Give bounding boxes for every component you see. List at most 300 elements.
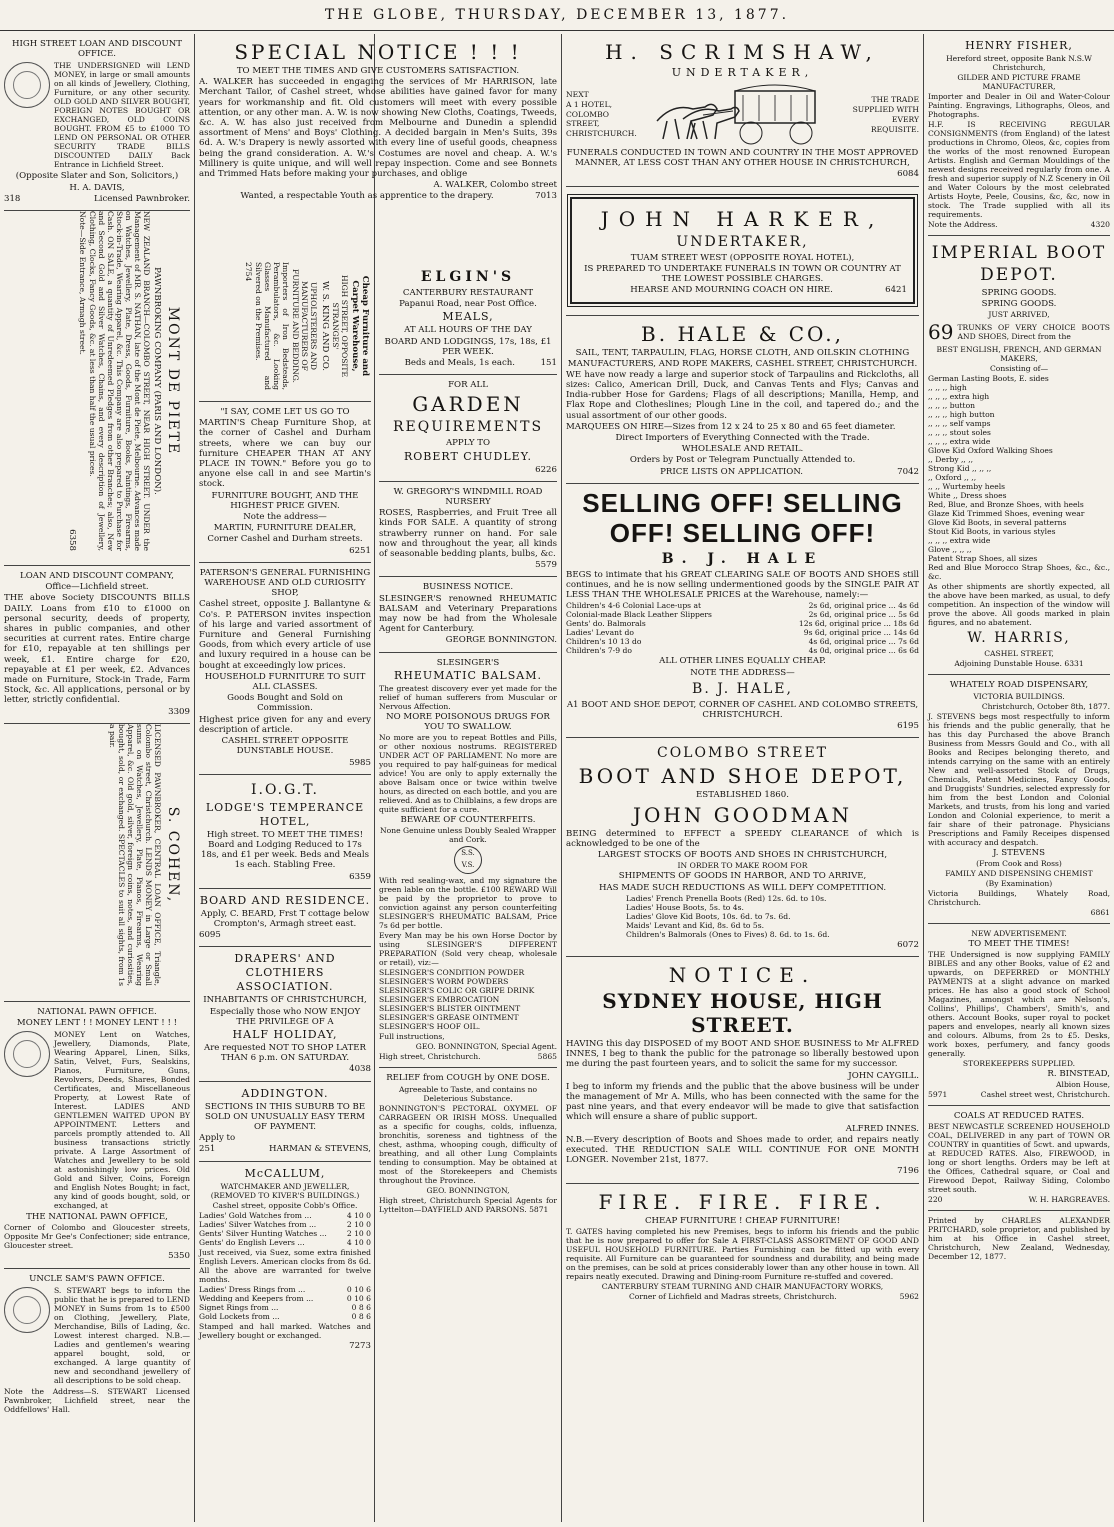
- ad-title: BOOT AND SHOE DEPOT,: [578, 764, 907, 789]
- ad-harker: [566, 187, 919, 317]
- list-item: A 1 HOTEL,: [566, 100, 613, 109]
- ad-wholesale: WHOLESALE AND RETAIL.: [681, 444, 804, 455]
- ad-body-3: None Genuine unless Doubly Sealed Wrapper and Cork.: [380, 826, 556, 845]
- item-label: Gents' do English Levers ...: [199, 1237, 305, 1247]
- ad-subtitle: MONEY LENT ! ! MONEY LENT ! ! !: [16, 1018, 178, 1029]
- list-item: [566, 637, 919, 646]
- ad-title: ADDINGTON.: [241, 1086, 329, 1100]
- list-item: ,, ,, ,, stout soles: [928, 428, 991, 438]
- ad-title: SPECIAL NOTICE ! ! !: [234, 40, 522, 64]
- item-price: 0 8 6: [351, 1302, 371, 1312]
- ad-number: 3309: [168, 706, 190, 717]
- left-address: [566, 89, 637, 139]
- ad-body-5: Every Man may be his own Horse Doctor by using SLESINGER'S DIFFERENT PREPARATION (Sold very cheap, wholesale or retail), viz:—: [379, 931, 557, 968]
- ad-spring-2: SPRING GOODS.: [981, 299, 1057, 310]
- ad-body: BEGS to intimate that his GREAT CLEARING SALE OF BOOTS AND SHOES still continues, and he is now selling undermentioned goods by the SINGLE PAIR AT LESS THAN THE WHOLESALE PRICES at the Warehouse, namely:—: [566, 569, 919, 601]
- ad-address: Albion House,: [1056, 1080, 1110, 1090]
- ad-pre: NEW ADVERTISEMENT.: [971, 928, 1067, 938]
- ad-number: 6251: [349, 545, 371, 556]
- item-price: 0 10 6: [346, 1284, 371, 1294]
- ad-name: H. A. DAVIS,: [69, 182, 125, 193]
- ad-pre: FOR ALL: [448, 380, 488, 391]
- item-label: Wedding and Keepers from ...: [199, 1293, 314, 1303]
- list-item: SLESINGER'S WORM POWDERS: [379, 977, 509, 987]
- ad-number: 151: [540, 358, 557, 369]
- item-price: 0 10 6: [346, 1293, 371, 1303]
- list-item: EVERY: [891, 114, 919, 124]
- ad-number: 7196: [897, 1166, 919, 1177]
- ad-title: PATERSON'S GENERAL FURNISHING WAREHOUSE AND OLD CURIOSITY SHOP,: [199, 567, 371, 599]
- list-item: [199, 1285, 371, 1294]
- ad-address: Victoria Buildings, Whately Road, Christchurch.: [928, 888, 1110, 907]
- ad-elgins: [379, 262, 557, 375]
- list-item: Glaze Kid Trimmed Shoes, evening wear: [928, 509, 1085, 519]
- list-item: Stout Kid Boots, in various styles: [928, 527, 1056, 537]
- ad-body: Cashel street, opposite J. Ballantyne & Co's. P. PATERSON invites inspection of his large and varied assortment of Furniture and General Furnishing Goods, from which every article of use and luxury required in a house can be bought at exceedingly low prices.: [199, 599, 371, 671]
- product-list: [379, 968, 557, 1031]
- ad-marquees: MARQUEES ON HIRE—Sizes from 12 x 24 to 25 x 80 and 65 feet diameter.: [566, 421, 896, 432]
- ad-title: BOARD AND RESIDENCE.: [199, 893, 371, 907]
- ad-name: W. H. HARGREAVES.: [1028, 1195, 1110, 1205]
- column-4: [562, 34, 923, 1522]
- ad-number: 220: [928, 1195, 943, 1205]
- item-label: Gold Lockets from ...: [199, 1311, 280, 1321]
- item-label: Ladies' Dress Rings from ...: [199, 1284, 306, 1294]
- ad-title: NATIONAL PAWN OFFICE.: [37, 1006, 157, 1017]
- list-item: ,, Derby ,, ,,: [928, 455, 974, 465]
- item-label: Gents' do. Balmorals: [566, 619, 646, 629]
- list-item: [199, 1220, 371, 1229]
- ad-address: High street, Christchurch Special Agents for Lyttelton—DAYFIELD AND PARSONS.: [379, 1195, 557, 1214]
- list-item: [199, 1312, 371, 1321]
- item-price: 4s 0d, original price ... 6s 6d: [808, 646, 919, 656]
- ad-title: UNCLE SAM'S PAWN OFFICE.: [29, 1273, 165, 1284]
- ad-mccallum: [199, 1162, 371, 1357]
- list-item: Patent Strap Shoes, all sizes: [928, 554, 1038, 564]
- ad-board: BOARD AND LODGINGS, 17s, 18s, £1 PER WEEK.: [384, 336, 552, 357]
- ad-address: CASHEL STREET OPPOSITE DUNSTABLE HOUSE.: [221, 736, 349, 757]
- ad-note: Note the address—: [243, 512, 327, 523]
- item-price: 2 10 0: [346, 1219, 371, 1229]
- column-2-wide: [195, 34, 561, 294]
- item-price: 2 10 0: [346, 1228, 371, 1238]
- ad-title: I.O.G.T.: [251, 781, 319, 798]
- list-item: SLESINGER'S HOOF OIL.: [379, 1022, 481, 1032]
- ad-number: 2754: [244, 262, 254, 282]
- ad-name: THE NATIONAL PAWN OFFICE,: [26, 1212, 168, 1223]
- ad-wanted: Wanted, a respectable Youth as apprentice to the drapery.: [240, 191, 494, 202]
- list-item: CHRISTCHURCH.: [566, 129, 637, 138]
- ad-title: BUSINESS NOTICE.: [422, 582, 514, 593]
- ad-high-street-loan: [4, 34, 190, 211]
- ad-note: Note—Side Entrance, Armagh street.: [77, 211, 87, 355]
- ad-body: Just received, via Suez, some extra finished English Levers. American clocks from 8s 6d. All the above are warranted for twelve months.: [199, 1247, 371, 1284]
- ad-address: Note the Address—S. STEWART Licensed Pawnbroker, Lichfield street, near the Oddfellows' Hall.: [4, 1386, 190, 1414]
- item-price: 4 10 0: [346, 1237, 371, 1247]
- ad-heading: GILDER AND PICTURE FRAME MANUFACTURER,: [957, 73, 1081, 91]
- ad-office: Office—Lichfield street.: [45, 582, 149, 593]
- ad-address-2: Adjoining Dunstable House.: [954, 659, 1062, 669]
- item-price: 0 8 6: [351, 1311, 371, 1321]
- ad-address: Corner Cashel and Durham streets.: [207, 534, 363, 545]
- ad-name-2: B. J. HALE,: [692, 680, 793, 697]
- ad-half-holiday: HALF HOLIDAY,: [232, 1027, 338, 1041]
- list-item: ,, ,, ,, button: [928, 401, 976, 411]
- ad-subtitle: UNDERTAKER,: [676, 233, 809, 250]
- ad-body-2: BONNINGTON'S PECTORAL OXYMEL OF CARRAGEEN OR IRISH MOSS. Unequalled as a specific for coughs, colds, influenza, bronchitis, soreness and tightness of the chest, asthma, whooping cough, difficulty of breathing, and all other Lung Complaints tending to consumption. May be obtained at most of the Storekeepers and Chemists throughout the Province.: [379, 1103, 557, 1185]
- ad-subtitle: WATCHMAKER AND JEWELLER, (REMOVED TO KIVER'S BUILDINGS.): [210, 1181, 360, 1200]
- ad-subtitle: SAIL, TENT, TARPAULIN, FLAG, HORSE CLOTH, AND OILSKIN CLOTHING MANUFACTURERS, AND ROPE MAKERS, CASHEL STREET, CHRISTCHURCH.: [567, 348, 918, 369]
- ad-ship: SHIPMENTS OF GOODS IN HARBOR, AND TO ARRIVE,: [618, 871, 867, 882]
- ad-name: ROBERT CHUDLEY.: [403, 449, 533, 463]
- list-item: [199, 1294, 371, 1303]
- ad-subtitle: CANTERBURY RESTAURANT: [402, 288, 534, 298]
- ad-number: 6358: [66, 529, 77, 552]
- ad-body: Importer and Dealer in Oil and Water-Colour Painting. Engravings, Lithographs, Oleos, and Photographs.: [928, 92, 1110, 119]
- ad-title: IMPERIAL BOOT DEPOT.: [931, 243, 1107, 285]
- ad-body: T. GATES having completed his new Premises, begs to inform his friends and the public that he is now prepared to offer for Sale A FIRST-CLASS ASSORTMENT OF GOOD AND USEFUL HOUSEHOLD FURNITURE. Parties Furnishing can be fitted up with every requisite. All Furniture can be guaranteed for soundness and durability, and being made on the premises, can be sold at prices considerably lower than any other house in town. All repairs neatly executed. Drawing and Dining-room Furniture re-stuffed and covered.: [566, 1226, 919, 1281]
- ad-body: THE UNDERSIGNED will LEND MONEY, in large or small amounts on all kinds of Jewellery, Clothing, Furniture, or any other security. OLD GOLD AND SILVER BOUGHT, FOREIGN NOTES BOUGHT OR EXCHANGED, OLD COINS BOUGHT. FROM £5 to £1000 TO LEND ON PERSONAL OR OTHER SECURITY TRADE BILLS DISCOUNTED DAILY Back Entrance in Lichfield Street.: [54, 61, 190, 170]
- ad-title: LOAN AND DISCOUNT COMPANY,: [19, 571, 174, 582]
- ad-body: Especially those who NOW ENJOY THE PRIVILEGE OF A: [209, 1006, 361, 1027]
- list-item: COLOMBO STREET,: [566, 110, 610, 128]
- ad-title: S. COHEN,: [165, 806, 181, 904]
- ad-hours: AT ALL HOURS OF THE DAY: [404, 325, 532, 336]
- ad-body: S. STEWART begs to inform the public that he is prepared to LEND MONEY in Sums from 1s to £500 on Clothing, Jewellery, Plate, Merchandise, Bills of Lading, &c. Lowest interest charged. N.B.—Ladies and gentlemen's wearing apparel bought, sold, or exchanged. A large quantity of new and secondhand jewellery of all descriptions to be sold cheap.: [54, 1285, 190, 1385]
- ad-mont-de-piete: [4, 211, 190, 566]
- ad-other: ALL OTHER LINES EQUALLY CHEAP.: [659, 656, 826, 667]
- ad-body: BEST NEWCASTLE SCREENED HOUSEHOLD COAL, DELIVERED in any part of TOWN OR COUNTRY in quantities of 5cwt. and upwards, at REDUCED RATES. Also, FIREWOOD, in long or short lengths. Orders may be left at the Offices, Cathedral square, or Coal and Firewood Depot, Railway Siding, Colombo street south.: [928, 1122, 1110, 1195]
- ad-address: Cashel street, opposite Cobb's Office.: [212, 1200, 358, 1210]
- ad-from: (From Cook and Ross): [976, 858, 1062, 868]
- ad-whately: [928, 675, 1110, 923]
- ad-title: W. GREGORY'S WINDMILL ROAD NURSERY: [393, 486, 543, 508]
- list-item: ,, ,, Wurtemby heels: [928, 482, 1006, 492]
- ad-pre: COLOMBO STREET: [656, 745, 829, 762]
- ad-title: DRAPERS' AND CLOTHIERS ASSOCIATION.: [234, 952, 336, 994]
- ad-orders: Orders by Post or Telegram Punctually Attended to.: [629, 455, 856, 466]
- pawn-balls-emblem: [4, 62, 50, 108]
- item-price: 9s 6d, original price ... 14s 6d: [803, 628, 919, 638]
- list-item: NEXT: [566, 90, 589, 99]
- ad-address: Corner of Lichfield and Madras streets, Christchurch.: [628, 1291, 837, 1301]
- list-item: ,, ,, ,, high button: [928, 410, 995, 420]
- ad-number: 6072: [897, 939, 919, 950]
- ad-body: WE have now ready a large and superior stock of Tarpaulins and Rickcloths, all sizes: Calico, American Drill, Duck, and Canvas Tents and Flys; Canvas and India-rubber Hose for Gardens; Flags of all descriptions; Manilla, Hemp, and Flax Rope and Clotheslines; Plough Line in the coil, and tapered do.; and the usual assortment of our other goods.: [566, 369, 919, 421]
- ad-name: W. S. KING AND CO.: [319, 281, 330, 371]
- ad-name: J. STEVENS: [992, 847, 1046, 858]
- item-label: Children's 10 13 do: [566, 637, 642, 647]
- ad-name: R. BINSTEAD,: [1047, 1069, 1110, 1080]
- ad-business-notice: [379, 577, 557, 652]
- ad-national-pawn: [4, 1002, 190, 1269]
- ad-apply: Apply to: [199, 1133, 236, 1144]
- list-item: Ladies' House Boots, 5s. to 4s.: [626, 902, 744, 912]
- ad-arrived: JUST ARRIVED,: [988, 310, 1050, 320]
- ad-number: 6331: [1064, 659, 1084, 669]
- ad-title: MONT DE PIETE: [165, 306, 181, 456]
- ad-title: Cheap Furniture and Carpet Warehouse,: [349, 275, 370, 377]
- ad-body-4: With red sealing-wax, and my signature the green lable on the bottle. £100 REWARD Will be paid by the proprietor to prove to conviction against any person counterfeiting SLESINGER'S RHEUMATIC BALSAM, Price 7s 6d per bottle.: [379, 876, 557, 931]
- ad-tail: Are requested NOT TO SHOP LATER THAN 6 p.m. ON SATURDAY.: [203, 1042, 367, 1064]
- ad-consisting: Consisting of—: [989, 364, 1049, 374]
- ad-pre: NOTICE.: [668, 962, 817, 987]
- ad-iogt: [199, 775, 371, 889]
- ad-price: PRICE LISTS ON APPLICATION.: [660, 466, 804, 477]
- ad-body: NEW ZEALAND BRANCH—COLOMBO STREET, NEAR HIGH STREET. UNDER the Management of MR. S. NATHAN, late of the Mont de Piete, Melbourne. Advances made on Watches, Jewellery, Plate, Dress, Goods, Furniture, Books, Paintings, Firearms, Stock-in-Trade, Wearing Apparel, &c. This Company are also prepared to Purchase for Cash. ON SALE, a quantity of Unredeemed Pledges from other Branches; also, New and Second Gold and Silver Watches, Chains, and every description of Jewellery, Clothing, Clocks, Fancy Goods, &c. at less than half the usual prices.: [87, 211, 151, 552]
- ad-body: Apply, C. BEARD, Frst T cottage below Crompton's, Armagh street east.: [200, 908, 370, 929]
- ad-highest: Highest price given for any and every description of article.: [199, 714, 371, 735]
- ad-title: ELGIN'S: [420, 269, 516, 285]
- ad-gregory: [379, 482, 557, 578]
- ad-body: SLESINGER'S renowned RHEUMATIC BALSAM and Veterinary Preparations may now be had from the Wholesale Agent for Canterbury.: [379, 593, 557, 635]
- ad-count: 69: [928, 320, 954, 345]
- ad-title: B. HALE & CO.,: [641, 322, 844, 347]
- ad-selling-off: [566, 484, 919, 739]
- ad-binstead: [928, 924, 1110, 1106]
- price-list: [199, 1285, 371, 1321]
- ad-body: IS PREPARED TO UNDERTAKE FUNERALS IN TOWN OR COUNTRY AT THE LOWEST POSSIBLE CHARGES.: [584, 263, 901, 285]
- seal-text: S.S. V.S.: [461, 849, 475, 870]
- ad-title: H. SCRIMSHAW,: [605, 40, 880, 64]
- seal-emblem: [454, 846, 482, 874]
- ad-address: High street, Christchurch.: [379, 1052, 481, 1062]
- list-item: Glove Kid Boots, in several patterns: [928, 518, 1067, 528]
- list-item: [566, 601, 919, 610]
- ad-number: 6861: [1090, 907, 1110, 917]
- ad-sydney-house: [566, 957, 919, 1184]
- list-item: ,, ,, ,, extra high: [928, 392, 990, 402]
- ad-paterson: [199, 563, 371, 775]
- ad-board: [199, 889, 371, 948]
- ad-order: IN ORDER TO MAKE ROOM FOR: [677, 861, 808, 871]
- ad-tag: Licensed Pawnbroker.: [94, 193, 190, 204]
- list-item: REQUISITE.: [870, 124, 919, 134]
- item-label: Children's 4-6 Colonial Lace-ups at: [566, 601, 702, 611]
- ad-garden: [379, 375, 557, 482]
- ad-imperial: [928, 236, 1110, 675]
- ad-body: THE Undersigned is now supplying FAMILY BIBLES and any other Books, value of £2 and upwards, on DEFERRED or MONTHLY PAYMENTS at a slight advance on marked prices. He has also a good stock of School Magazines, amongst which are Nelson's, Collins', Phillips', Chambers', Smith's, and others. Account Books, super royal to pocket papers and envelopes, nearly all known sizes and colours. Albums, from 2s to £5. Desks, work boxes, perfumery, and fancy goods generally.: [928, 950, 1110, 1059]
- item-price: 12s 6d, original price ... 18s 6d: [798, 619, 919, 629]
- ad-number: 4038: [349, 1064, 371, 1075]
- ad-number: 6195: [897, 721, 919, 732]
- ad-tail: Stamped and hall marked. Watches and Jewellery bought or exchanged.: [199, 1321, 371, 1340]
- list-item: SLESINGER'S BLISTER OINTMENT: [379, 1004, 521, 1014]
- ad-family: FAMILY AND DISPENSING CHEMIST: [945, 868, 1093, 878]
- ad-bought: FURNITURE BOUGHT, AND THE HIGHEST PRICE GIVEN.: [211, 490, 359, 511]
- ad-address: Corner of Colombo and Gloucester streets, Opposite Mr Gee's Confectioner; side entrance, Gloucester street.: [4, 1223, 190, 1251]
- item-label: Gents' Silver Hunting Watches ...: [199, 1228, 327, 1238]
- ad-body: SECTIONS IN THIS SUBURB TO BE SOLD ON UNUSUALLY EASY TERM OF PAYMENT.: [204, 1101, 366, 1132]
- column-1: [0, 34, 194, 1522]
- ad-goodman: [566, 738, 919, 956]
- column-3: [375, 262, 561, 1522]
- ad-body: As other shipments are shortly expected, all the above have been marked, as usual, to defy competition. An inspection of the window will prove the above. All goods marked in plain figures, and no abatement.: [928, 582, 1110, 628]
- ad-body-2: No more are you to repeat Bottles and Pills, or other noxious nostrums. REGISTERED UNDER ACT OF PARLIAMENT. No more are you required to pay half-guineas for medical advice! You are only to apply externally the above Balsam once or twice within twelve hours, as directed on each bottle, and you are relieved. And as to Chilblains, a few drops are quite sufficient for a cure.: [379, 733, 557, 815]
- list-item: Maids' Levant and Kid, 8s. 6d to 5s.: [626, 920, 765, 930]
- list-item: SLESINGER'S EMBROCATION: [379, 995, 500, 1005]
- ad-hale-co: [566, 316, 919, 483]
- list-item: Children's Balmorals (Ones to Fives) 8. 6d. to 1s. 6d.: [626, 929, 830, 939]
- ad-hf: H.F. IS RECEIVING REGULAR CONSIGNMENTS (from England) of the latest productions in Chromo, Oleos, &c, copies from the works of the most renowned European Artists. English and German Mouldings of the newest designs received regularly from one. A fresh and superior supply of N.Z Scenery in Oil and Water Colours by the most celebrated Artists Hoyte, Peele, Cousins, &c, &c, now in stock. The Trade supplied with all its requirements.: [928, 120, 1110, 219]
- list-item: Glove ,, ,, ,,: [928, 545, 972, 555]
- ad-name-2: ALFRED INNES.: [845, 1123, 919, 1134]
- hearse-illustration: [643, 81, 843, 147]
- ad-king: [199, 262, 371, 402]
- ad-name: CANTERBURY STEAM TURNING AND CHAIR MANUFACTORY WORKS,: [601, 1281, 884, 1291]
- ad-addington: [199, 1082, 371, 1162]
- ad-made: HAS MADE SUCH REDUCTIONS AS WILL DEFY COMPETITION.: [598, 882, 887, 893]
- item-price: 2s 6d, original price ... 4s 6d: [808, 601, 919, 611]
- item-price: 2s 6d, original price ... 5s 6d: [808, 610, 919, 620]
- ad-subtitle: INHABITANTS OF CHRISTCHURCH,: [203, 995, 367, 1006]
- ad-body: The greatest discovery ever yet made for the relief of human sufferers from Muscular or Nervous Affection.: [379, 683, 557, 711]
- column-2: [195, 262, 375, 1522]
- pawn-balls-emblem: [4, 1287, 50, 1333]
- ad-title: COALS AT REDUCED RATES.: [953, 1111, 1085, 1122]
- ad-number: 5579: [535, 560, 557, 571]
- ad-heading: NO MORE POISONOUS DRUGS FOR YOU TO SWALLOW.: [386, 711, 550, 733]
- ad-title: RELIEF from COUGH by ONE DOSE.: [386, 1073, 550, 1084]
- ad-heading: HOUSEHOLD FURNITURE TO SUIT ALL CLASSES.: [204, 671, 366, 693]
- ad-trunks: TRUNKS OF VERY CHOICE BOOTS AND SHOES, Direct from the: [957, 323, 1110, 342]
- price-list: [566, 601, 919, 655]
- ad-body-2: I beg to inform my friends and the public that the above business will be under the management of Mr A. Mills, who has been connected with the same for the past nine years, and that every endeavor will be made to give that satisfaction which will ensure a share of public support.: [566, 1081, 919, 1123]
- ad-address: (Opposite Slater and Son, Solicitors,): [15, 171, 179, 182]
- product-list: [928, 374, 1110, 581]
- ad-spring-1: SPRING GOODS.: [981, 288, 1057, 298]
- ad-subtitle: TO MEET THE TIMES AND GIVE CUSTOMERS SATISFACTION.: [236, 66, 520, 76]
- ad-name: GEO. BONNINGTON,: [426, 1185, 510, 1195]
- ad-address: TUAM STREET WEST (OPPOSITE ROYAL HOTEL),: [630, 252, 855, 263]
- ad-exam: (By Examination): [985, 878, 1053, 888]
- ad-name: JOHN CAYGILL.: [848, 1070, 919, 1081]
- ad-title: GARDEN: [412, 392, 524, 417]
- ad-largest: LARGEST STOCKS OF BOOTS AND SHOES IN CHRISTCHURCH,: [597, 850, 888, 861]
- list-item: [566, 646, 919, 655]
- list-item: SUPPLIED WITH: [852, 104, 919, 114]
- printer-imprint: [928, 1211, 1110, 1267]
- ad-loan-discount: [4, 566, 190, 724]
- list-item: [199, 1229, 371, 1238]
- ad-fisher: [928, 34, 1110, 236]
- list-item: White ,, Dress shoes: [928, 491, 1007, 501]
- ad-established: ESTABLISHED 1860.: [696, 790, 789, 801]
- ad-title: FIRE. FIRE. FIRE.: [598, 1189, 887, 1214]
- ad-name: W. HARRIS,: [967, 630, 1071, 647]
- list-item: [199, 1211, 371, 1220]
- list-item: THE TRADE: [871, 94, 919, 104]
- ad-note: NOTE THE ADDRESS—: [690, 667, 795, 678]
- ad-nb: N.B.—Every description of Boots and Shoes made to order, and repairs neatly executed. THE REDUCTION SALE WILL CONTINUE FOR ONE MONTH LONGER. November 21st, 1877.: [566, 1134, 919, 1166]
- ad-store: STOREKEEPERS SUPPLIED.: [962, 1059, 1076, 1069]
- list-item: SLESINGER'S GREASE OINTMENT: [379, 1013, 519, 1023]
- ad-fire: [566, 1184, 919, 1307]
- item-price: 4 10 0: [346, 1210, 371, 1220]
- list-item: ,, ,, ,, extra wide: [928, 536, 991, 546]
- ad-number: 7013: [535, 191, 557, 202]
- list-item: ,, ,, ,, self vamps: [928, 419, 991, 429]
- ad-direct: Direct Importers of Everything Connected with the Trade.: [615, 433, 870, 444]
- ad-subtitle: CHEAP FURNITURE ! CHEAP FURNITURE!: [644, 1215, 841, 1226]
- ad-body: A. WALKER has succeeded in engaging the services of Mr HARRISON, late Merchant Tailor, of Cashel street, whose abilities have gained favor for many years for workmanship and fit. Old customers will meet with every possible attention, or any other man. A. W. is now showing New Cloths, Coatings, Tweeds, &c. A. W. has also just received from Melbourne and Dunedin a splendid assortment of Mens' and Boys' Clothing. A decided bargain in Men's Suits, 39s 6d. A. W.'s Drapery is newly assorted with every line of useful goods, cheapness being the grand consideration. A. W.'s Costumes are novel and cheap. A. W.'s Millinery is quite unique, and will well repay inspection. Come and see Bonnets and Trimmed Hats before making your purchases, and oblige: [199, 77, 557, 180]
- ad-cohen: [4, 724, 190, 1002]
- ad-number: 5962: [899, 1291, 919, 1301]
- ad-goods: Goods Bought and Sold on Commission.: [227, 693, 343, 714]
- ad-body: LICENSED PAWNBROKER, CENTRAL LOAN OFFICE, Triangle, Colombo street, Christchurch. LENDS MONEY in Large or Small sums on Watches, Jewellery, Plate, Pianos, Firearms, Wearing Apparel, &c. Old gold, silver, foreign coins, notes, and curiosities, bought, sold, or exchanged. SPECTACLES to suit all sights, from 1s a pair.: [108, 723, 162, 986]
- ad-body: BEING determined to EFFECT a SPEEDY CLEARANCE of which is acknowledged to be one of the: [566, 828, 919, 849]
- list-item: [566, 619, 919, 628]
- ad-name: MARTIN, FURNITURE DEALER,: [213, 523, 357, 534]
- ad-number: 7042: [897, 466, 919, 477]
- ad-subtitle: UNDERTAKER,: [671, 66, 814, 79]
- list-item: ,, ,, ,, high: [928, 383, 967, 393]
- ad-apply: APPLY TO: [445, 438, 491, 449]
- ad-number: 7273: [349, 1340, 371, 1351]
- ad-beware: BEWARE OF COUNTERFEITS.: [400, 815, 536, 826]
- item-label: Ladies' Gold Watches from ...: [199, 1210, 312, 1220]
- list-item: [199, 1303, 371, 1312]
- ad-number: 6226: [535, 464, 557, 475]
- item-label: Children's 7-9 do: [566, 646, 632, 656]
- ad-uncle-sam: [4, 1269, 190, 1420]
- ad-name: B. J. HALE: [661, 550, 824, 567]
- ad-martin: [199, 402, 371, 563]
- ad-full: Full instructions,: [379, 1032, 445, 1042]
- ad-scrimshaw: [566, 34, 919, 187]
- ad-importers: Importers of Iron Bedsteads, Perambulators, &c. Looking Glasses Manufactured and Silvered on the Premises.: [254, 262, 291, 390]
- ad-name: A. WALKER, Colombo street: [433, 180, 557, 191]
- list-item: Ladies' French Prenella Boots (Red) 12s. 6d. to 10s.: [626, 893, 827, 903]
- ad-number: 4320: [1090, 220, 1110, 229]
- ad-body: MONEY Lent on Watches, Jewellery, Diamonds, Plate, Wearing Apparel, Linen, Silks, Satin, Velvet, Furs, Sealskins, Pianos, Furniture, Guns, Revolvers, Deeds, Shares, Bonded Certificates, and Miscellaneous Property, at Lowest Rate of Interest. LADIES AND GENTLEMEN WAITED UPON BY APPOINTMENT. Letters and parcels promptly attended to. All business transactions strictly private. A Large Assortment of Watches and Jewellery to be sold at astonishingly low prices. Old Gold and Silver, Coins, Foreign and English Notes Bought; in fact, any kind of goods bought, sold, or exchanged, at: [54, 1030, 190, 1211]
- ad-number: 5865: [537, 1052, 557, 1062]
- list-item: [566, 628, 919, 637]
- ad-number: 318: [4, 193, 21, 204]
- ad-slesinger: [379, 653, 557, 1069]
- list-item: SLESINGER'S COLIC OR GRIPE DRINK: [379, 986, 535, 996]
- ad-title: RHEUMATIC BALSAM.: [394, 668, 542, 682]
- ad-meals: MEALS,: [442, 310, 494, 324]
- ad-subtitle: PAWNBROKING COMPANY (PARIS AND LONDON).: [152, 267, 162, 495]
- ad-title: SYDNEY HOUSE, HIGH STREET.: [602, 988, 883, 1037]
- list-item: Ladies' Glove Kid Boots, 10s. 6d. to 7s. 6d.: [626, 911, 791, 921]
- list-item: ,, Oxford ,, ,,: [928, 473, 977, 483]
- ad-number: 6359: [349, 871, 371, 882]
- ad-note: Note the Address.: [928, 220, 998, 229]
- ad-address-2: Cashel street west, Christchurch.: [980, 1090, 1110, 1100]
- list-item: German Lasting Boots, E. sides: [928, 374, 1049, 384]
- ad-name: GEO. BONNINGTON, Special Agent.: [415, 1042, 557, 1052]
- price-list: [566, 894, 919, 939]
- ad-number: 5985: [349, 757, 371, 768]
- ad-subtitle: LODGE'S TEMPERANCE HOTEL,: [205, 800, 365, 828]
- ad-name: HARMAN & STEVENS,: [268, 1144, 371, 1155]
- ad-subtitle: REQUIREMENTS: [392, 419, 544, 436]
- ad-cough: [379, 1068, 557, 1219]
- ad-body: ROSES, Raspberries, and Fruit Tree all kinds FOR SALE. A quantity of strong strawberry runner on hand. For sale now and throughout the year, all kinds of seasonable bedding plants, bulbs, &c.: [379, 508, 557, 560]
- ad-title: SELLING OFF! SELLING OFF! SELLING OFF!: [582, 487, 903, 548]
- ad-number: 5350: [168, 1251, 190, 1262]
- ad-body: THE above Society DISCOUNTS BILLS DAILY. Loans from £10 to £1000 on personal security, deeds of property, shares in public companies, and other securities at current rates. Entire charge for £10, repayable at ten shillings per week, £1. Entire charge for £20, repayable at £1 per week, £2. Advances made on Furniture, Stock-in Trade, Farm Stock, &c. All applications, personal or by letter, strictly confidential.: [4, 593, 190, 706]
- item-price: 4s 6d, original price ... 7s 6d: [808, 637, 919, 647]
- ad-number: 6084: [897, 169, 919, 180]
- price-list: [199, 1211, 371, 1247]
- ad-body: High street. TO MEET THE TIMES! Board and Lodging Reduced to 17s 18s, and £1 per week. Beds and Meals 1s each. Stabling Free.: [200, 829, 370, 871]
- ad-number: 6421: [885, 285, 907, 296]
- ad-body: HAVING this day DISPOSED of my BOOT AND SHOE BUSINESS to Mr ALFRED INNES, I beg to thank the public for the patronage so liberally bestowed upon me during the past fourteen years, and to solicit the same for my successor.: [566, 1038, 919, 1070]
- ad-subtitle: VICTORIA BUILDINGS.: [973, 691, 1065, 701]
